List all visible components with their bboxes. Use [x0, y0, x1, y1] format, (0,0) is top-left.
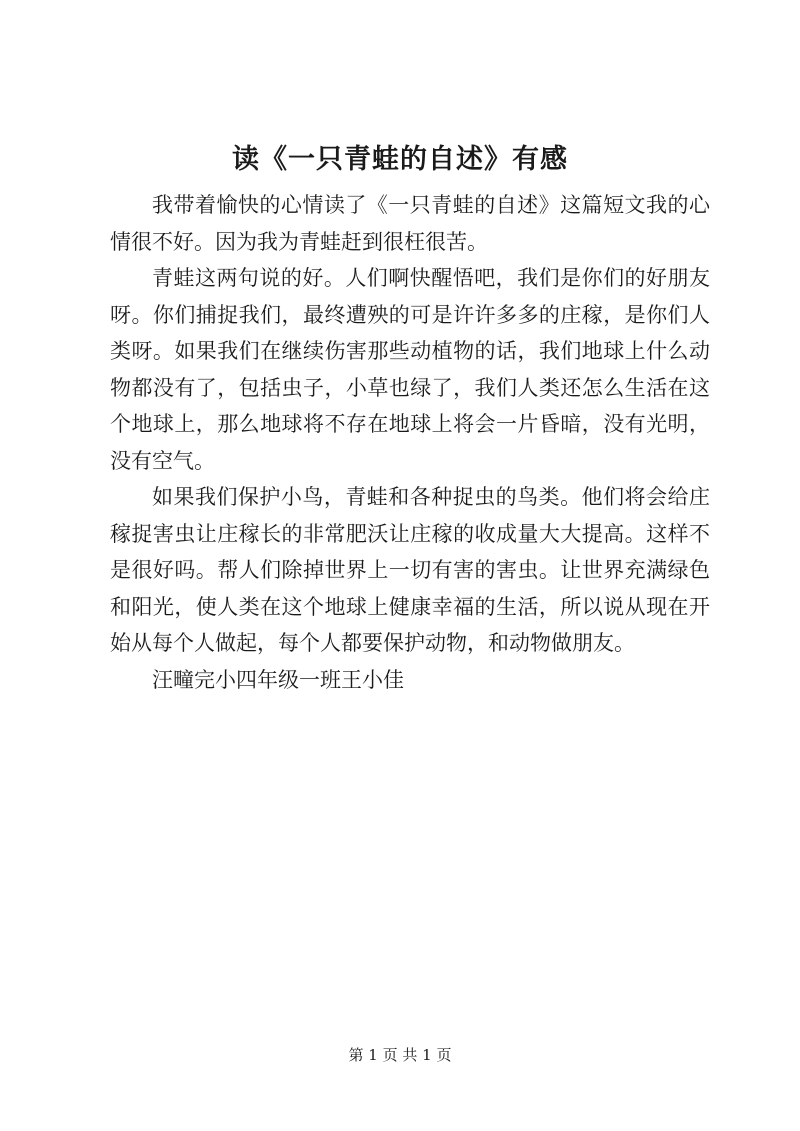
paragraph-1: 我带着愉快的心情读了《一只青蛙的自述》这篇短文我的心情很不好。因为我为青蛙赶到很枉很苦。 [110, 193, 710, 254]
author-signature: 汪疃完小四年级一班王小佳 [152, 667, 404, 692]
document-title: 读《一只青蛙的自述》有感 [232, 144, 568, 175]
page-footer: 第 1 页 共 1 页 [348, 1046, 452, 1064]
document-body [110, 187, 710, 698]
paragraph-2: 青蛙这两句说的好。人们啊快醒悟吧，我们是你们的好朋友呀。你们捕捉我们，最终遭殃的可是许许多多的庄稼，是你们人类呀。如果我们在继续伤害那些动植物的话，我们地球上什么动物都没有了，包括虫子，小草也绿了，我们人类还怎么生活在这个地球上，那么地球将不存在地球上将会一片昏暗，没有光明，没有空气。 [110, 266, 710, 473]
paragraph-3: 如果我们保护小鸟，青蛙和各种捉虫的鸟类。他们将会给庄稼捉害虫让庄稼长的非常肥沃让庄稼的收成量大大提高。这样不是很好吗。帮人们除掉世界上一切有害的害虫。让世界充满绿色和阳光，使人类在这个地球上健康幸福的生活，所以说从现在开始从每个人做起，每个人都要保护动物，和动物做朋友。 [110, 485, 710, 655]
